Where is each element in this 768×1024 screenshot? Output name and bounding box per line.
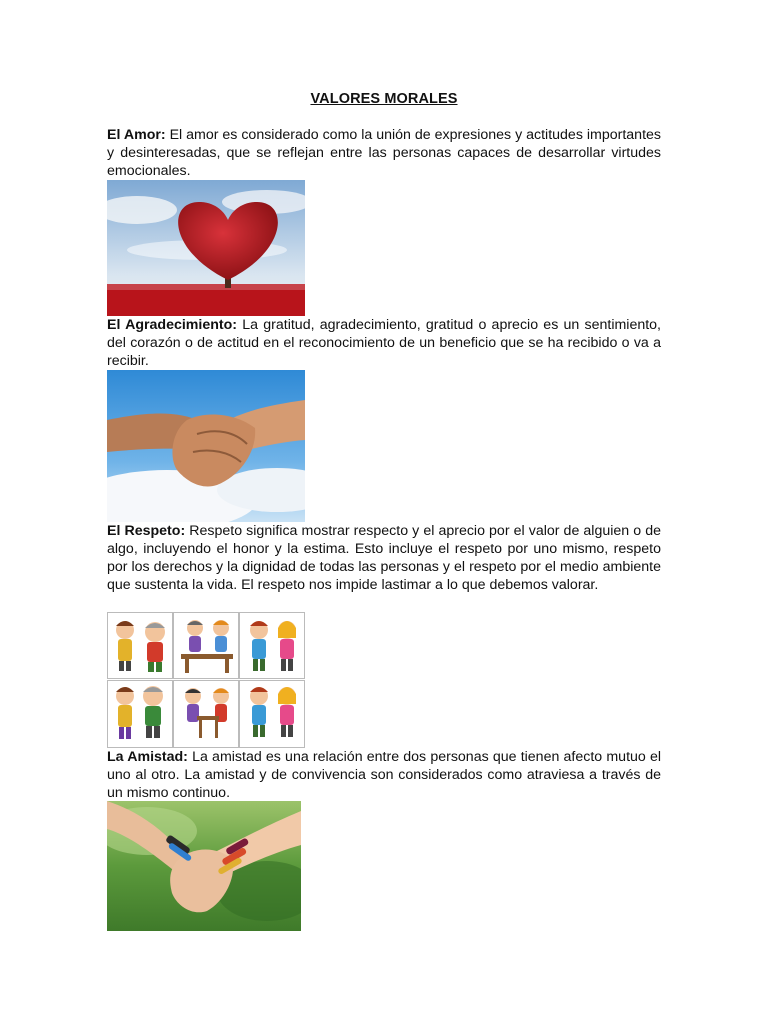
section-body: Respeto significa mostrar respecto y el aprecio por el valor de alguien o de algo, incluyendo el honor y la estima. Esto incluye el respeto por uno mismo, respeto por los derechos y la dignidad de todas las personas y el respeto por el medio ambiente que sustenta la vida. El respeto nos impide lastimar a lo que debemos valorar.: [107, 523, 661, 593]
section-body: La gratitud, agradecimiento, gratitud o aprecio es un sentimiento, del corazón o de actitud en el reconocimiento de un beneficio que se ha recibido o va a recibir.: [107, 317, 661, 369]
page-title: VALORES MORALES: [310, 91, 458, 107]
holding-hands-bracelets-photo: [107, 801, 301, 931]
section-agradecimiento: [107, 316, 661, 370]
children-respect-illustration: [107, 612, 305, 748]
section-heading: El Respeto:: [107, 523, 186, 539]
section-amor: [107, 126, 661, 180]
handshake-photo: [107, 370, 305, 522]
heart-tree-photo: [107, 180, 305, 316]
section-respeto: [107, 522, 661, 594]
section-body: La amistad es una relación entre dos personas que tienen afecto mutuo el uno al otro. La amistad y de convivencia son considerados como atraviesa a través de un mismo continuo.: [107, 749, 662, 801]
section-heading: El Amor:: [107, 127, 166, 143]
section-heading: La Amistad:: [107, 749, 188, 765]
section-body: El amor es considerado como la unión de expresiones y actitudes importantes y desinteresadas, que se reflejan entre las personas capaces de desarrollar virtudes emocionales.: [107, 127, 661, 179]
section-amistad: [107, 748, 661, 802]
section-heading: El Agradecimiento:: [107, 317, 238, 333]
